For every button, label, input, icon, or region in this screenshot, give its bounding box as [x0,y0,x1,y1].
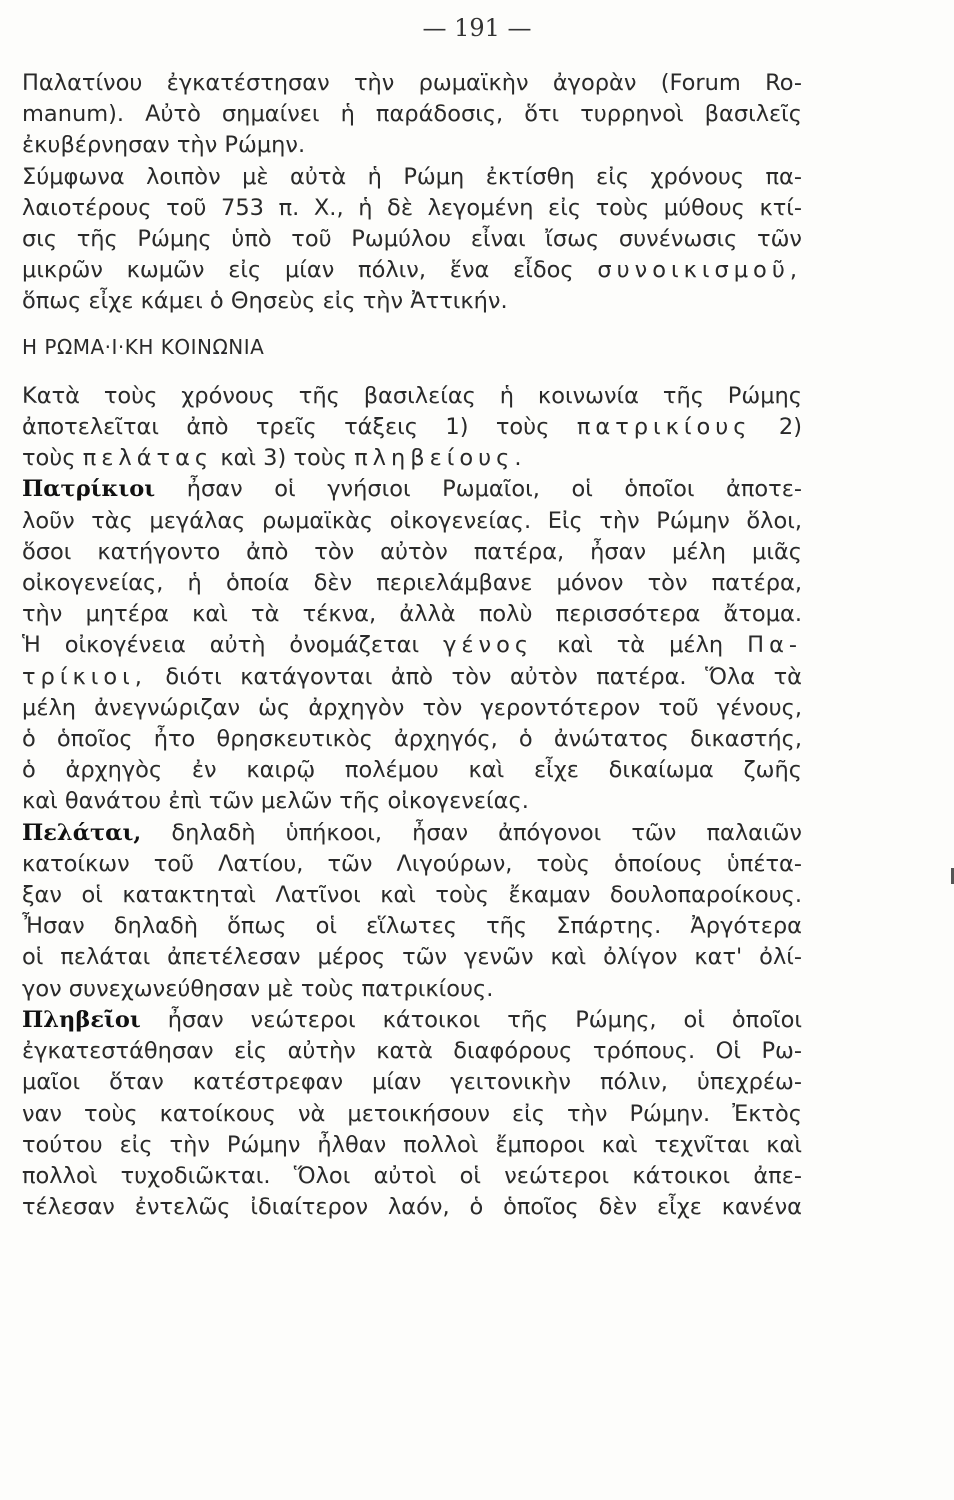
emphasized-word: τρίκιοι, [22,663,147,690]
text-line: οἰκογενείας, ἡ ὁποία δὲν περιελάμβανε μόνον τὸν πατέρα, [22,570,802,597]
emphasized-word: πατρικίους [576,414,752,441]
emphasized-word: Πα- [747,632,802,659]
text-fragment: ἦσαν νεώτεροι κάτοικοι τῆς Ρώμης, οἱ ὁποῖοι [167,1006,802,1033]
text-line: πολλοὶ τυχοδιῶκται. Ὅλοι αὐτοὶ οἱ νεώτεροι κάτοικοι ἀπε- [22,1162,802,1189]
text-line: τὴν μητέρα καὶ τὰ τέκνα, ἀλλὰ πολὺ περισσότερα ἄτομα. [22,601,802,628]
text-line: Σύμφωνα λοιπὸν μὲ αὐτὰ ἡ Ρώμη ἐκτίσθη εἰς χρόνους πα- [22,163,802,190]
page-number: — 191 — [422,14,532,42]
text-line: Παλατίνου ἐγκατέστησαν τὴν ρωμαϊκὴν ἀγορὰν (Forum Ro- [22,70,802,96]
text-line: λοῦν τὰς μεγάλας ρωμαϊκὰς οἰκογενείας. Εἰς τὴν Ρώμην ὅλοι, [22,507,802,534]
text-line: ὁ ὁποῖος ἦτο θρησκευτικὸς ἀρχηγός, ὁ ἀνώτατος δικαστής, [22,726,802,753]
text-line: ἐκυβέρνησαν τὴν Ρώμην. [22,132,306,159]
text-fragment: καὶ τὰ μέλη [557,632,724,659]
text-line: manum). Αὐτὸ σημαίνει ἡ παράδοσις, ὅτι τυρρηνοὶ βασιλεῖς [22,101,802,128]
text-fragment: τοὺς [22,445,76,472]
text-line: ὅπως εἶχε κάμει ὁ Θησεὺς εἰς τὴν Ἀττικήν. [22,288,508,315]
text-fragment: μικρῶν κωμῶν εἰς μίαν πόλιν, ἕνα εἶδος [22,257,574,284]
text-line: ναν τοὺς κατοίκους νὰ μετοικήσουν εἰς τὴν Ρώμην. Ἐκτὸς [22,1100,802,1127]
text-line: οἱ πελάται ἀπετέλεσαν μέρος τῶν γενῶν καὶ ὀλίγον κατ' ὀλί- [22,944,802,971]
text-line [22,662,802,693]
text-line: καὶ θανάτου ἐπὶ τῶν μελῶν τῆς οἰκογενείας. [22,788,529,815]
emphasized-word: γένος [443,632,534,659]
text-line: γον συνεχωνεύθησαν μὲ τοὺς πατρικίους. [22,975,494,1002]
text-line [22,474,802,505]
text-line: ὅσοι κατήγοντο ἀπὸ τὸν αὐτὸν πατέρα, ἦσαν μέλη μιᾶς [22,538,802,565]
text-line [22,630,802,661]
text-line [22,255,802,286]
emphasized-word: πληβείους. [354,445,527,472]
text-line: λαιοτέρους τοῦ 753 π. Χ., ἡ δὲ λεγομένη εἰς τοὺς μύθους κτί- [22,194,802,221]
text-line: μέλη ἀνεγνώριζαν ὡς ἀρχηγὸν τὸν γεροντότερον τοῦ γένους, [22,694,802,721]
text-line [22,443,802,474]
section-heading: Η ΡΩΜΑ·Ι·ΚΗ ΚΟΙΝΩΝΙΑ [22,334,265,359]
text-fragment: διότι κατάγονται ἀπὸ τὸν αὐτὸν πατέρα. Ὅλα τὰ [165,663,802,690]
text-fragment: δηλαδὴ ὑπήκοοι, ἦσαν ἀπόγονοι τῶν παλαιῶν [171,819,802,846]
text-line: τούτου εἰς τὴν Ρώμην ἦλθαν πολλοὶ ἔμποροι καὶ τεχνῖται καὶ [22,1131,802,1158]
text-line: κατοίκων τοῦ Λατίου, τῶν Λιγούρων, τοὺς ὁποίους ὑπέτα- [22,850,802,877]
emphasized-word: πελάτας [82,445,214,472]
text-line [22,1005,802,1036]
text-fragment: ἀποτελεῖται ἀπὸ τρεῖς τάξεις 1) τοὺς [22,414,550,441]
term-patricians: Πατρίκιοι [22,476,156,503]
text-fragment: καὶ 3) τοὺς [220,445,347,472]
text-fragment: ἦσαν οἱ γνήσιοι Ρωμαῖοι, οἱ ὁποῖοι ἀποτε- [186,476,802,503]
text-line: μαῖοι ὅταν κατέστρεφαν μίαν γειτονικὴν πόλιν, ὑπεχρέω- [22,1069,802,1096]
text-line [22,818,802,849]
text-line: τέλεσαν ἐντελῶς ἰδιαίτερον λαόν, ὁ ὁποῖος δὲν εἶχε κανένα [22,1194,802,1221]
emphasized-word: συνοικισμοῦ, [597,257,802,284]
text-line: σις τῆς Ρώμης ὑπὸ τοῦ Ρωμύλου εἶναι ἴσως συνένωσις τῶν [22,226,802,253]
body-text [22,68,802,1223]
text-line: Κατὰ τοὺς χρόνους τῆς βασιλείας ἡ κοινωνία τῆς Ρώμης [22,382,802,409]
term-plebeians: Πληβεῖοι [22,1006,141,1033]
text-line [22,412,802,443]
text-line: ξαν οἱ κατακτηταὶ Λατῖνοι καὶ τοὺς ἔκαμαν δουλοπαροίκους. [22,882,802,909]
text-line: Ἦσαν δηλαδὴ ὅπως οἱ εἵλωτες τῆς Σπάρτης. Ἀργότερα [22,913,802,940]
text-line: ὁ ἀρχηγὸς ἐν καιρῷ πολέμου καὶ εἶχε δικαίωμα ζωῆς [22,757,802,784]
text-fragment: Ἡ οἰκογένεια αὐτὴ ὀνομάζεται [22,632,420,659]
text-line: ἐγκατεστάθησαν εἰς αὐτὴν κατὰ διαφόρους τρόπους. Οἱ Ρω- [22,1038,802,1065]
text-fragment: 2) [778,414,802,441]
term-clients: Πελάται, [22,819,142,846]
